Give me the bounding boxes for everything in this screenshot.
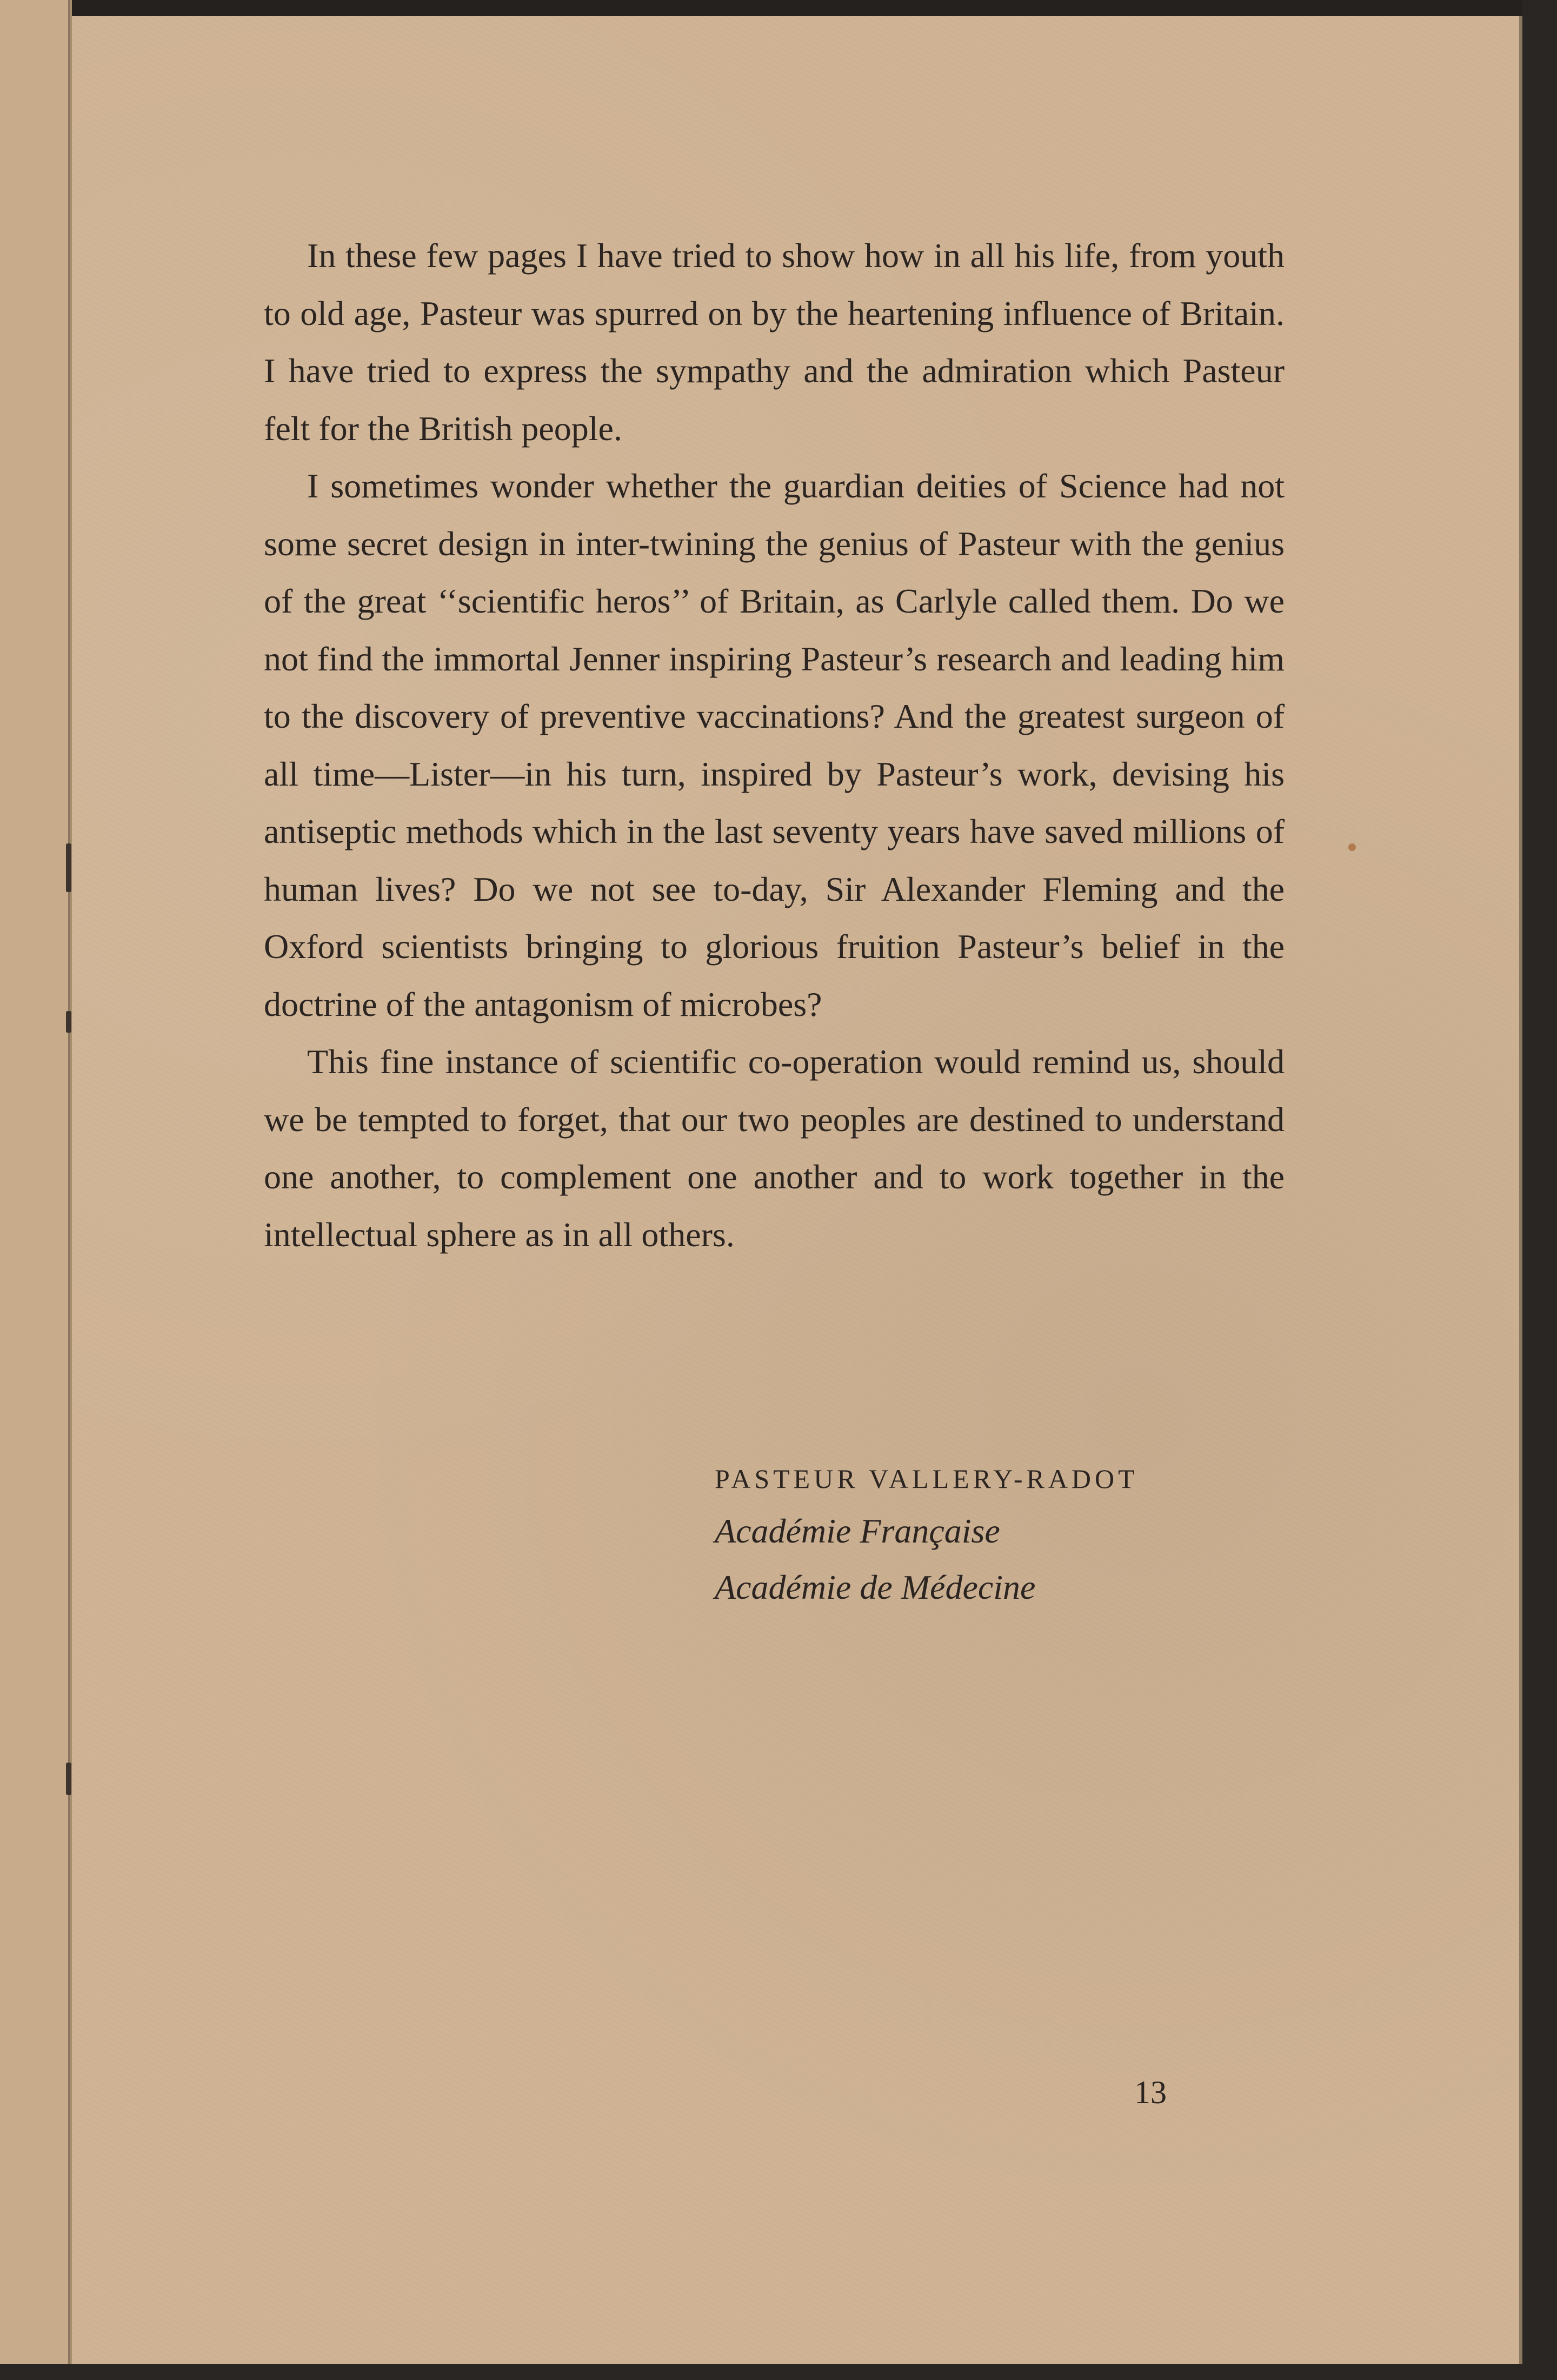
affiliation-line: Académie de Médecine — [715, 1568, 1036, 1606]
binding-margin — [0, 0, 72, 2364]
binding-stitch — [66, 1011, 71, 1033]
binding-edge — [68, 0, 70, 2364]
paragraph: I sometimes wonder whether the guardian deities of Science had not some secret design in inter-twining the genius of Pasteur with the genius of the great ‘‘scientific heros’’ of Britain, as Carlyle called them. Do we not find the immortal Jenner inspiring Pasteur’s research and leading him to the discovery of preventive vaccinations? And the greatest surgeon of all time—Lister—in his turn, inspired by Pasteur’s work, devising his antiseptic methods which in the last seventy years have saved millions of human lives? Do we not see to-day, Sir Alexander Fleming and the Oxford scientists bringing to glorious fruition Pasteur’s belief in the doctrine of the antagonism of microbes? — [264, 467, 1285, 1023]
signature-block — [715, 1454, 1139, 1616]
page-top-edge — [0, 0, 1522, 16]
paragraph: This fine instance of scientific co-operation would remind us, should we be tempted to forget, that our two peoples are destined to understand one another, to complement one another and to work together in the intellectual sphere as in all others. — [264, 1042, 1285, 1254]
body-text — [264, 227, 1285, 1264]
page-number: 13 — [1134, 2075, 1167, 2110]
paper-speck — [1348, 843, 1356, 851]
author-name: PASTEUR VALLERY-RADOT — [715, 1464, 1139, 1494]
paragraph: In these few pages I have tried to show how in all his life, from youth to old age, Pasteur was spurred on by the heartening influence of Britain. I have tried to express the sympathy and the admiration which Pasteur felt for the British people. — [264, 236, 1285, 448]
binding-stitch — [66, 1763, 71, 1795]
binding-stitch — [66, 843, 71, 892]
affiliation-line: Académie Française — [715, 1512, 1000, 1550]
